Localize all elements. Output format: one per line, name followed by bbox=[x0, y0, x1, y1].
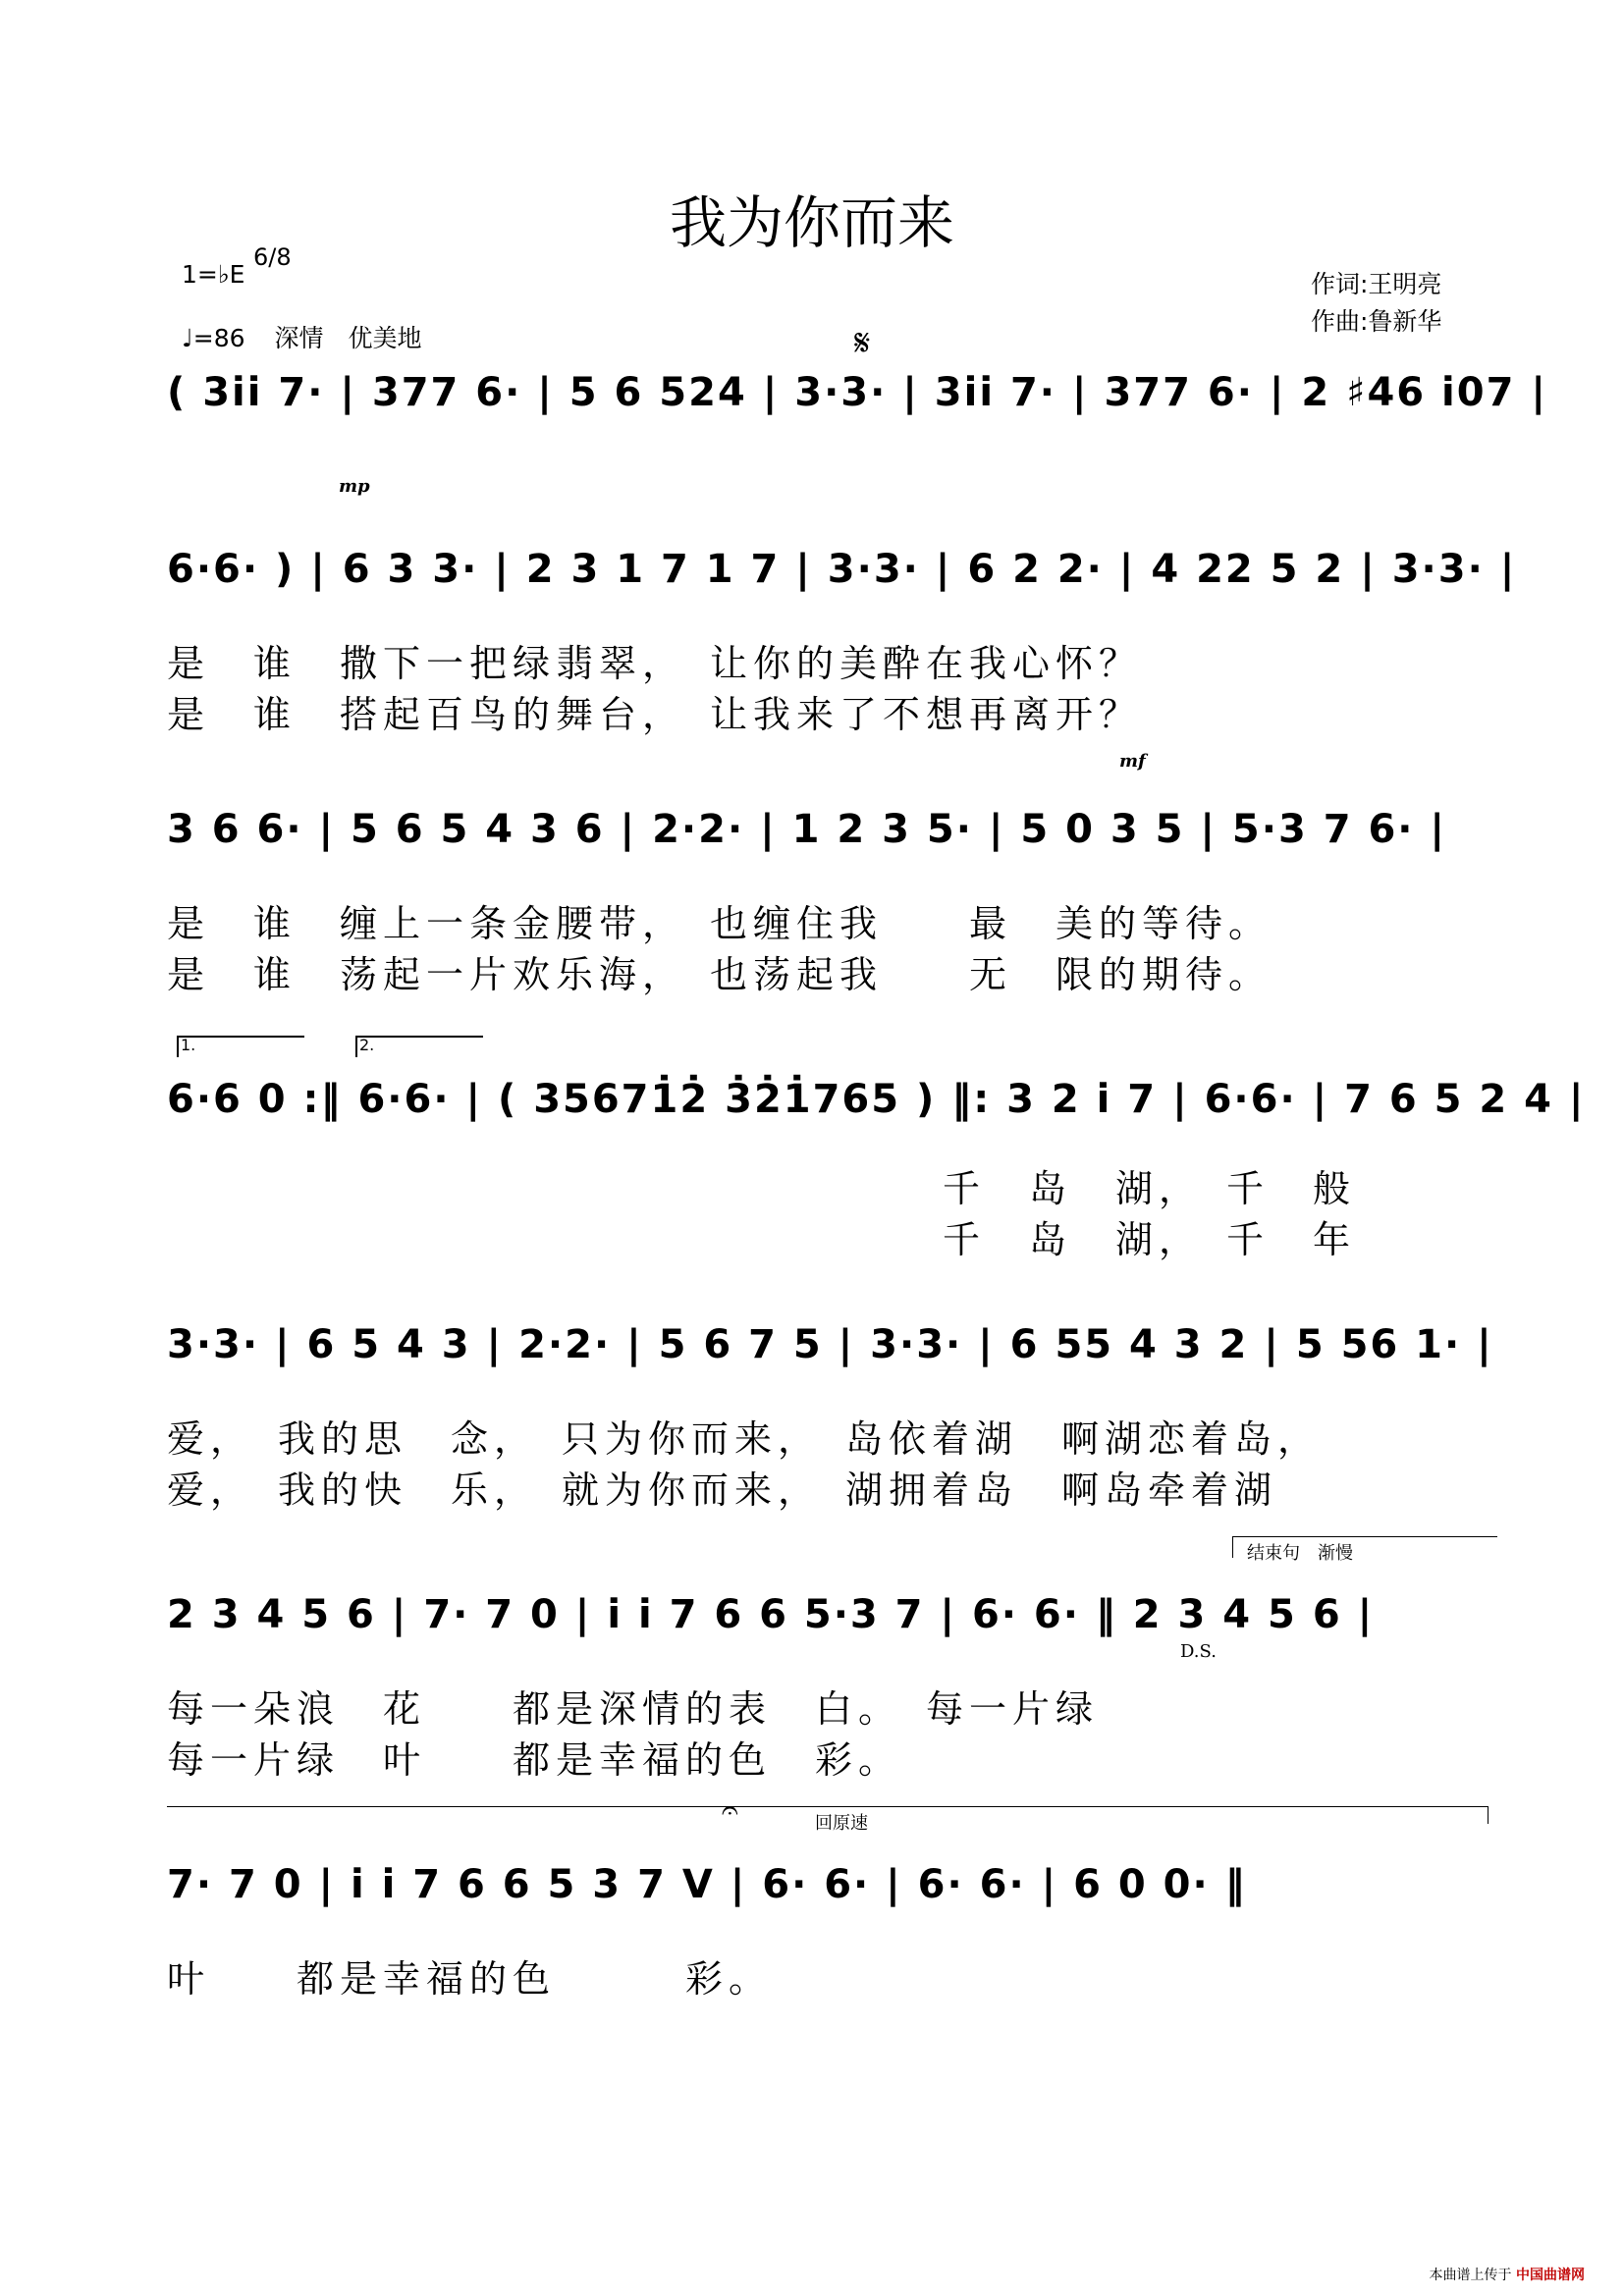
ds-mark: D.S. bbox=[1180, 1641, 1217, 1662]
a-tempo-label: 回原速 bbox=[815, 1813, 868, 1834]
ending-bracket-tick bbox=[1232, 1536, 1233, 1558]
footer-text: 本曲谱上传于 bbox=[1429, 2268, 1512, 2283]
lyricist-credit: 作词:王明亮 bbox=[1311, 270, 1442, 298]
lyric-verse-2: 每一片绿 叶 都是幸福的色 彩。 bbox=[167, 1738, 902, 1782]
lyric-verse-2: 千 岛 湖， 千 年 bbox=[943, 1218, 1357, 1261]
key-signature bbox=[182, 260, 244, 289]
fermata-mark: 𝄐 bbox=[722, 1793, 738, 1828]
time-signature-label: 6/8 bbox=[253, 243, 292, 271]
tempo-mark: ♩=86 bbox=[182, 324, 245, 352]
volta-bracket-1 bbox=[177, 1036, 304, 1038]
notes-line: 3 6 6· | 5 6 5 4 3 6 | 2·2· | 1 2 3 5· | 5 0 3 5 | 5·3 7 6· | bbox=[167, 807, 1447, 852]
notes-line: 6·6· ) | 6 3 3· | 2 3 1 7 1 7 | 3·3· | 6 2 2· | 4 22 5 2 | 3·3· | bbox=[167, 547, 1517, 592]
volta-label-2: 2. bbox=[359, 1036, 375, 1054]
notes-line: 3·3· | 6 5 4 3 | 2·2· | 5 6 7 5 | 3·3· | 6 55 4 3 2 | 5 56 1· | bbox=[167, 1322, 1493, 1367]
tempo-line bbox=[182, 319, 422, 354]
lyric-verse-1: 叶 都是幸福的色 彩。 bbox=[167, 1957, 773, 2001]
volta-bracket-2 bbox=[355, 1036, 483, 1038]
lyric-verse-2: 是 谁 搭起百鸟的舞台， 让我来了不想再离开？ bbox=[167, 693, 1143, 736]
ending-bracket bbox=[1232, 1536, 1497, 1537]
time-signature bbox=[253, 243, 292, 271]
ending-label: 结束句 渐慢 bbox=[1247, 1543, 1353, 1564]
notes-line: 6·6 0 :‖ 6·6· | ( 35671̇2̇ 3̇2̇1̇765 ) ‖: 3 2 i̇ 7 | 6·6· | 7 6 5 2 4 | bbox=[167, 1077, 1586, 1122]
ritardando-line bbox=[167, 1806, 1488, 1807]
notes-line: 2 3 4 5 6 | 7· 7 0 | i̇ i̇ 7 6 6 5·3 7 | 6· 6· ‖ 2 3 4 5 6 | bbox=[167, 1592, 1375, 1637]
expression-mark: 深情 优美地 bbox=[274, 324, 422, 352]
volta-label-1: 1. bbox=[181, 1036, 196, 1054]
notes-line: ( 3i̇i̇ 7· | 377 6· | 5 6 524 | 3·3· | 3i̇i̇ 7· | 377 6· | 2 ♯46 i̇07 | bbox=[167, 370, 1547, 415]
system-4 bbox=[167, 1036, 1586, 1281]
mf-mark: mf bbox=[1119, 751, 1146, 772]
system-7 bbox=[167, 1793, 1512, 2001]
system-3 bbox=[167, 751, 1512, 996]
lyric-verse-1: 每一朵浪 花 都是深情的表 白。 每一片绿 bbox=[167, 1687, 1100, 1731]
lyric-verse-1: 是 谁 撒下一把绿翡翠， 让你的美酔在我心怀？ bbox=[167, 642, 1143, 685]
system-5 bbox=[167, 1310, 1512, 1517]
segno-mark: 𝄋 bbox=[854, 321, 871, 364]
lyric-verse-2: 爱， 我的快 乐， 就为你而来， 湖拥着岛 啊岛牵着湖 bbox=[167, 1468, 1278, 1512]
notes-line: 7· 7 0 | i̇ i̇ 7 6 6 5 3 7 V | 6· 6· | 6· 6· | 6 0 0· ‖ bbox=[167, 1862, 1247, 1907]
system-6 bbox=[167, 1543, 1512, 1787]
system-2 bbox=[167, 476, 1517, 736]
lyric-verse-2: 是 谁 荡起一片欢乐海， 也荡起我 无 限的期待。 bbox=[167, 953, 1272, 996]
footer-brand: 中国曲谱网 bbox=[1516, 2268, 1585, 2283]
lyric-verse-1: 千 岛 湖， 千 般 bbox=[943, 1167, 1357, 1210]
composer-credit: 作曲:鲁新华 bbox=[1311, 307, 1442, 336]
score-title: 我为你而来 bbox=[669, 189, 954, 256]
volta-bracket-2-tick bbox=[355, 1036, 357, 1057]
volta-bracket-1-tick bbox=[177, 1036, 179, 1057]
key-label: 1=♭E bbox=[182, 260, 245, 289]
lyric-verse-1: 是 谁 缠上一条金腰带， 也缠住我 最 美的等待。 bbox=[167, 902, 1272, 945]
ritardando-line-end bbox=[1488, 1806, 1489, 1824]
lyric-verse-1: 爱， 我的思 念， 只为你而来， 岛依着湖 啊湖恋着岛， bbox=[167, 1417, 1322, 1461]
site-footer bbox=[1430, 2265, 1585, 2284]
mp-mark: mp bbox=[339, 476, 370, 497]
